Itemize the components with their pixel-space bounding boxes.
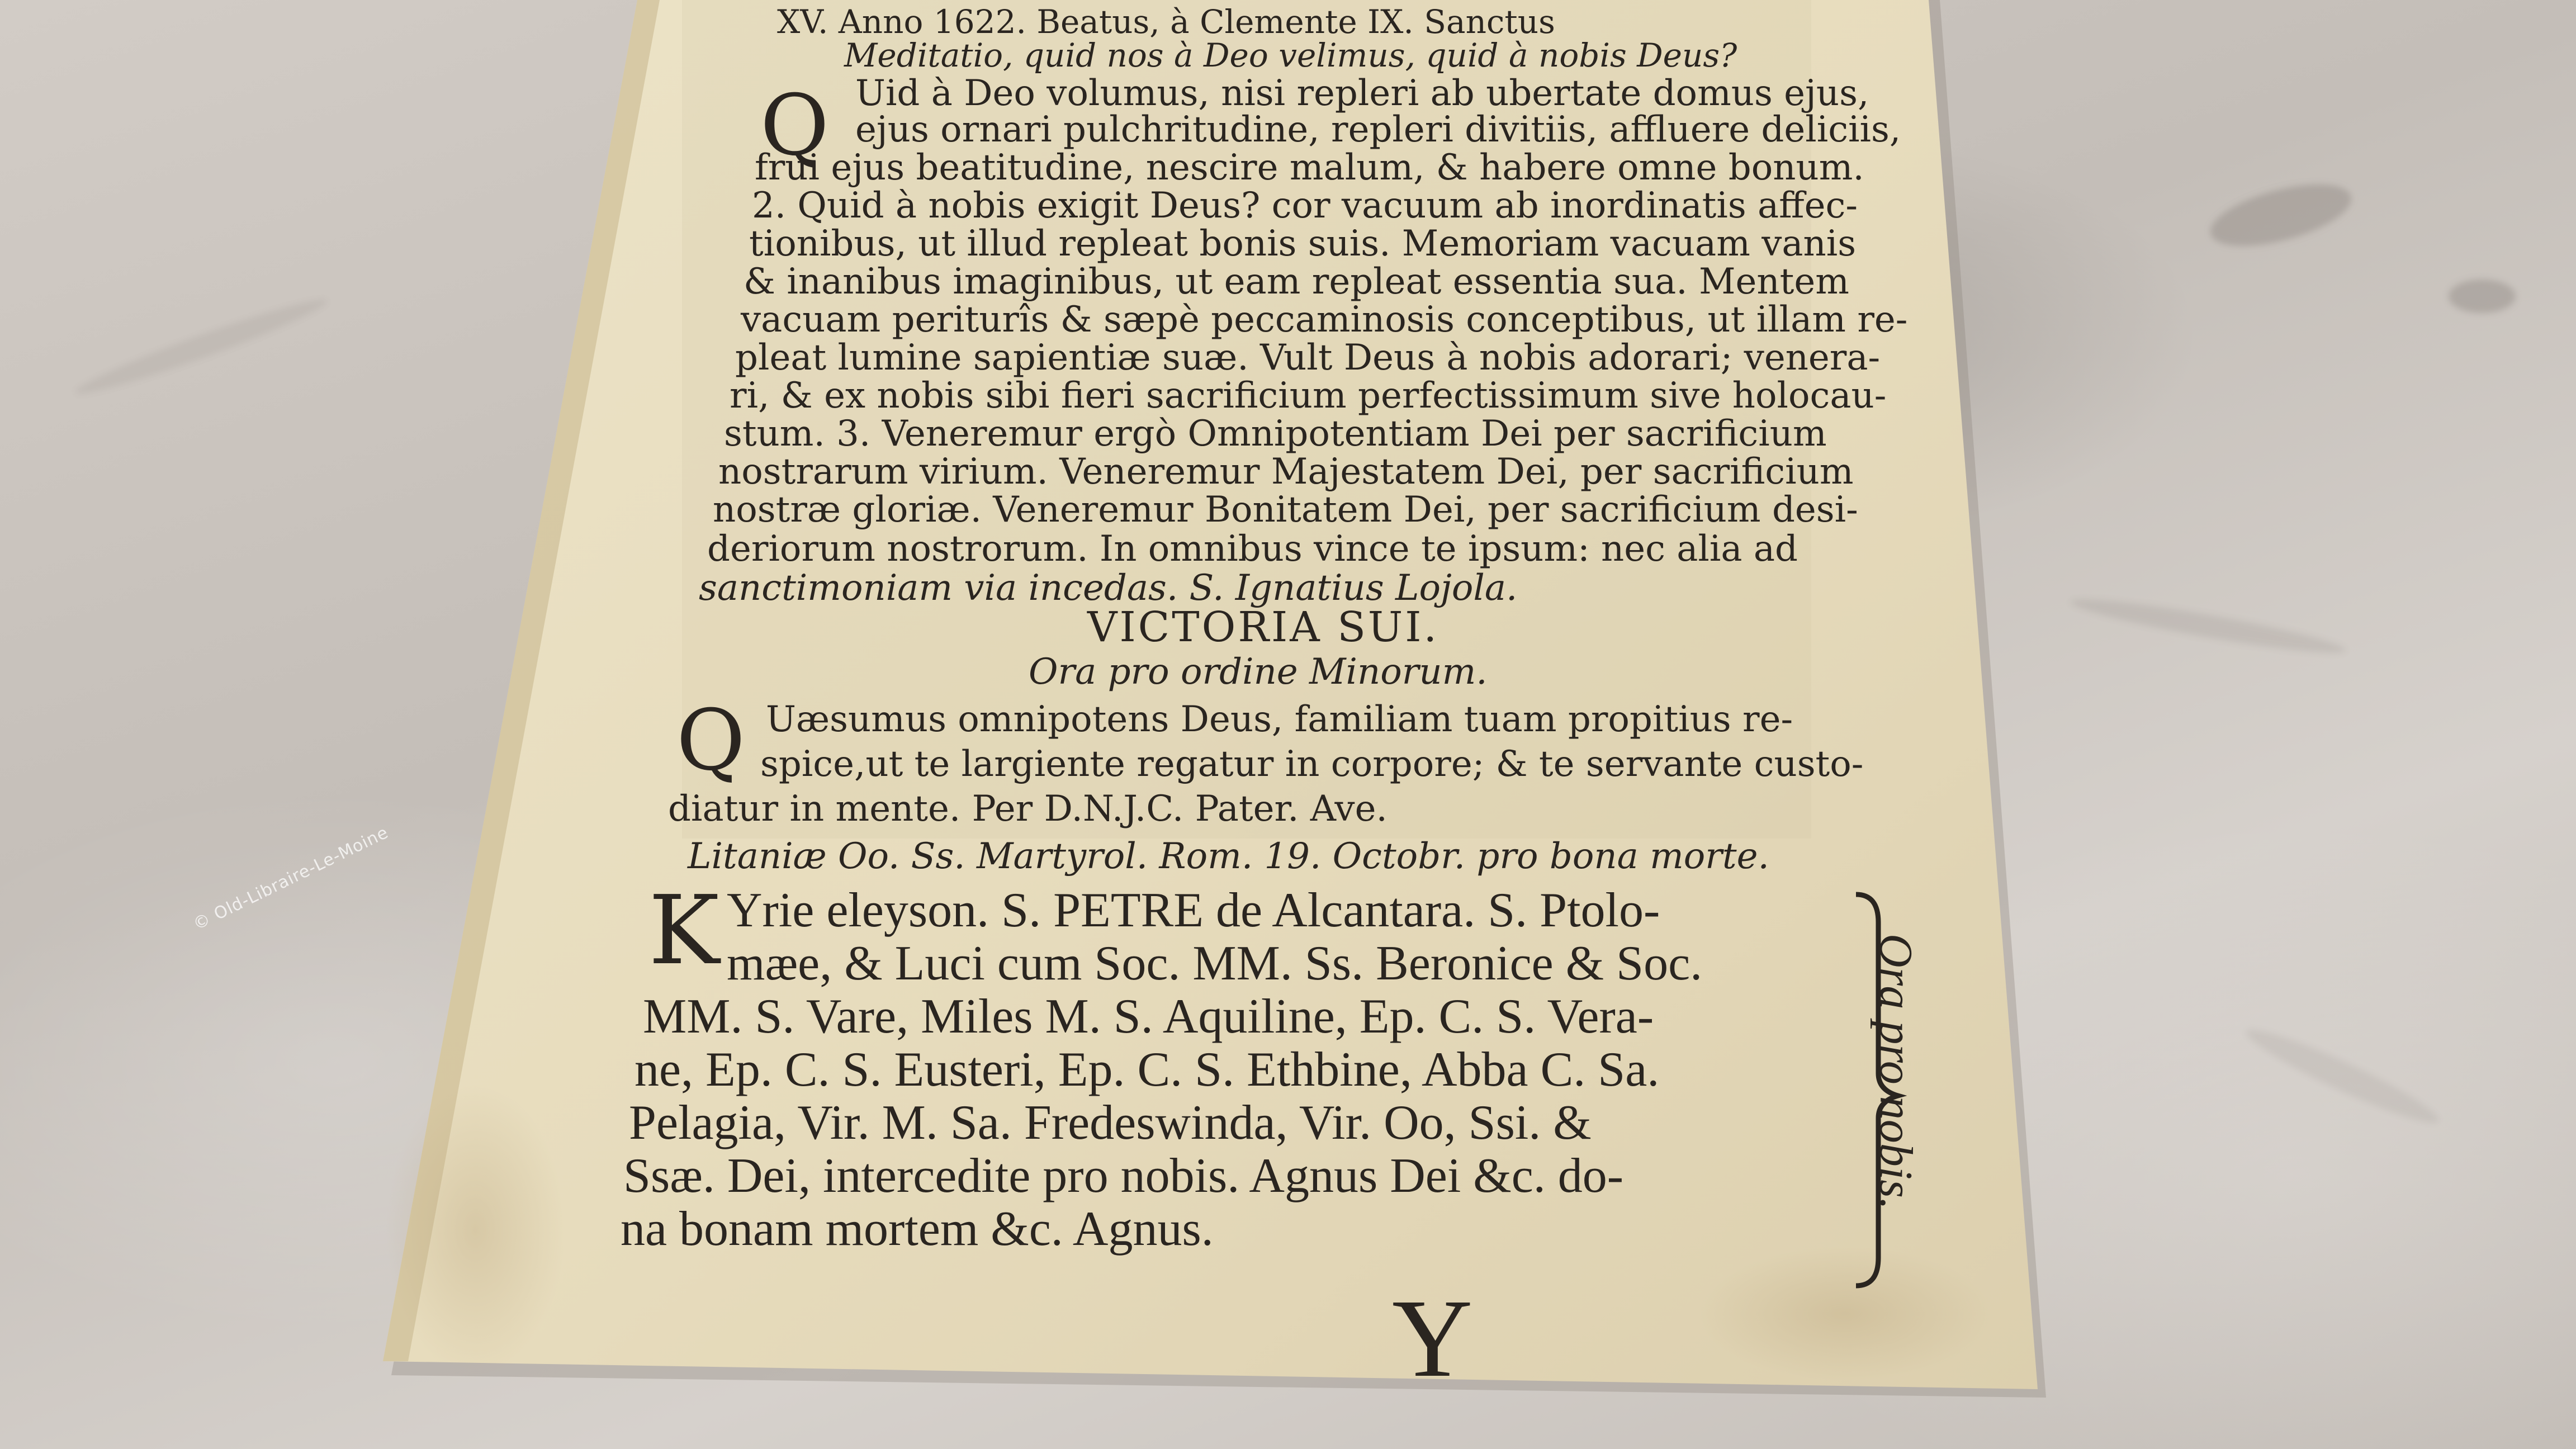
litany-line: Ssæ. Dei, intercedite pro nobis. Agnus Dei &c. do- [623,1149,1624,1203]
section-heading: VICTORIA SUI. [1087,603,1439,651]
meditation-line: frui ejus beatitudine, nescire malum, & habere omne bonum. [755,147,1864,188]
prayer-line: diatur in mente. Per D.N.J.C. Pater. Ave. [668,788,1388,830]
meditation-line: deriorum nostrorum. In omnibus vince te ipsum: nec alia ad [707,528,1798,570]
side-note: Ora pro nobis. [1870,934,1922,1210]
litany-line: MM. S. Vare, Miles M. S. Aquiline, Ep. C. S. Vera- [643,989,1654,1044]
meditation-line: & inanibus imaginibus, ut eam repleat essentia sua. Mentem [744,261,1849,302]
meditation-line: nostrarum virium. Veneremur Majestatem Dei, per sacrificium [718,451,1854,493]
litany-line: ne, Ep. C. S. Eusteri, Ep. C. S. Ethbine, Abba C. Sa. [634,1043,1660,1097]
meditation-line: Uid à Deo volumus, nisi repleri ab ubertate domus ejus, [855,73,1869,114]
dropcap-k: K [648,875,720,986]
prayer-line: Uæsumus omnipotens Deus, familiam tuam propitius re- [766,699,1793,740]
meditation-line: sanctimoniam via incedas. S. Ignatius Lojola. [699,567,1518,609]
header-line: XV. Anno 1622. Beatus, à Clemente IX. Sanctus [777,3,1555,41]
meditation-line: ejus ornari pulchritudine, repleri divitiis, affluere deliciis, [855,109,1901,150]
dropcap-q: Q [676,692,745,789]
prayer-line: Litaniæ Oo. Ss. Martyrol. Rom. 19. Octobr. pro bona morte. [688,836,1769,877]
meditation-line: pleat lumine sapientiæ suæ. Vult Deus à nobis adorari; venera- [735,337,1881,378]
meditation-line: tionibus, ut illud repleat bonis suis. Memoriam vacuam vanis [749,223,1857,264]
meditation-line: stum. 3. Veneremur ergò Omnipotentiam Dei per sacrificium [724,413,1827,454]
meditation-line: vacuam periturîs & sæpè peccaminosis conceptibus, ut illam re- [741,299,1908,340]
meditation-line: ri, & ex nobis sibi fieri sacrificium perfectissimum sive holocau- [730,375,1887,416]
litany-line: na bonam mortem &c. Agnus. [621,1202,1214,1256]
meditation-line: nostræ gloriæ. Veneremur Bonitatem Dei, per sacrificium desi- [713,489,1858,531]
litany-line: Pelagia, Vir. M. Sa. Fredeswinda, Vir. Oo, Ssi. & [629,1096,1592,1150]
litany-line: mæe, & Luci cum Soc. MM. Ss. Beronice & Soc. [727,936,1703,991]
watermark-text: © Old-Libraire-Le-Moine [190,822,392,935]
meditation-title: Meditatio, quid nos à Deo velimus, quid à nobis Deus? [844,36,1737,74]
meditation-line: 2. Quid à nobis exigit Deus? cor vacuum ab inordinatis affec- [752,185,1858,226]
section-subtitle: Ora pro ordine Minorum. [1029,651,1488,693]
dropcap-q: Q [760,77,829,174]
signature-mark: Y [1392,1277,1473,1400]
litany-line: Yrie eleyson. S. PETRE de Alcantara. S. Ptolo- [727,883,1660,937]
prayer-line: spice,ut te largiente regatur in corpore; & te servante custo- [760,744,1864,785]
